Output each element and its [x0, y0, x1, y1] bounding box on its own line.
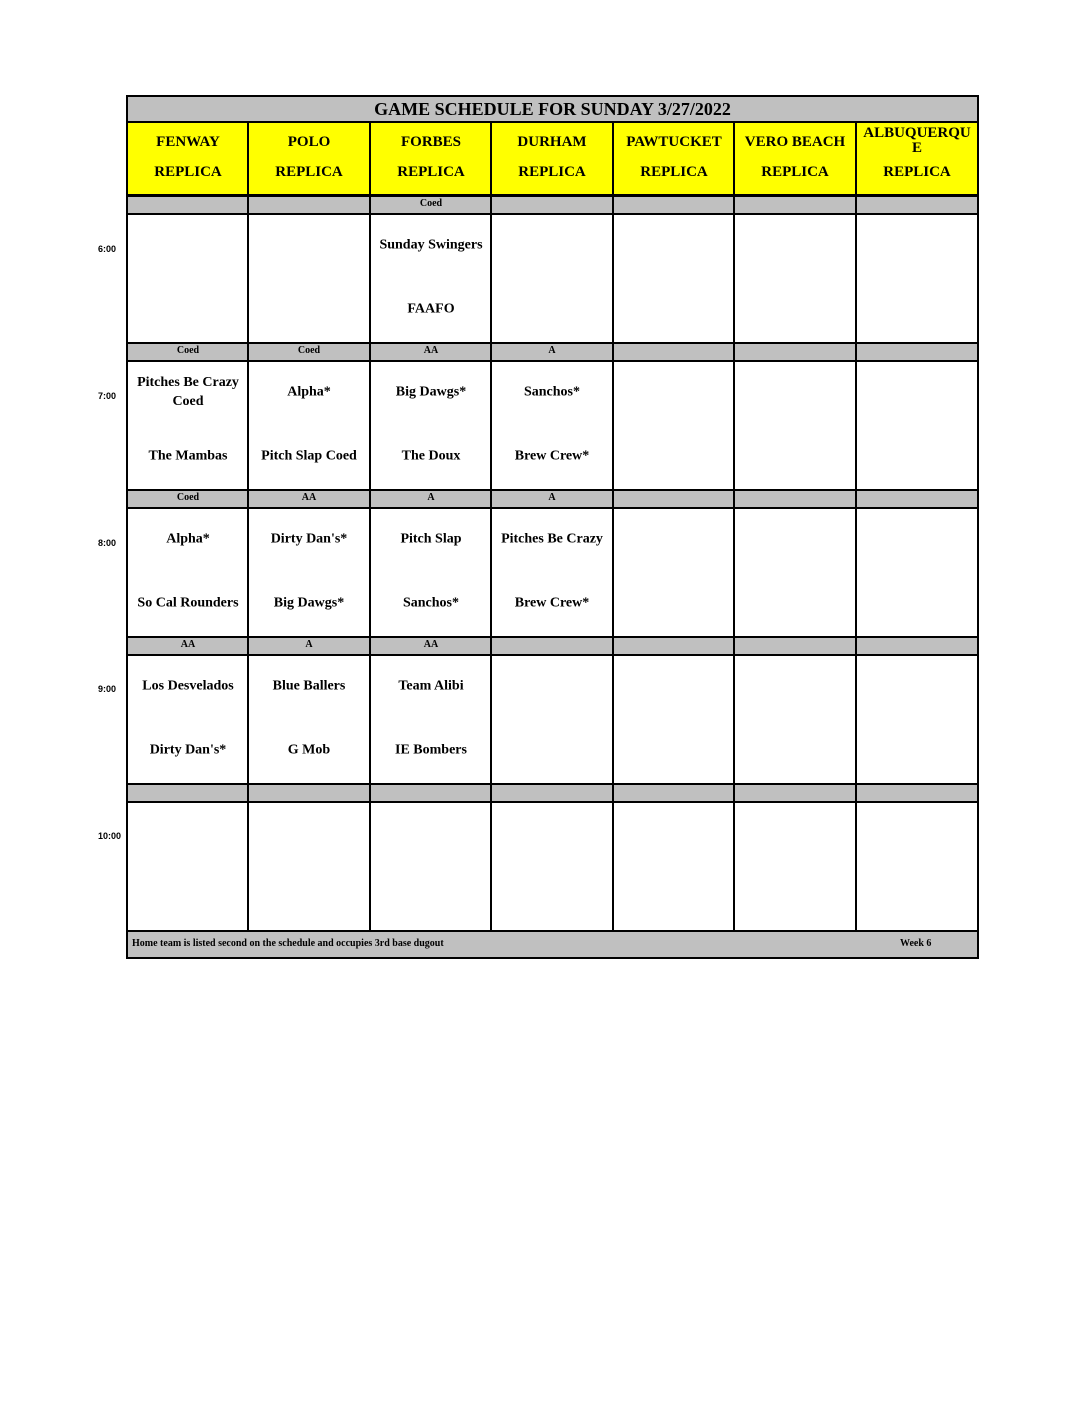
game-cell	[612, 801, 736, 932]
game-cell	[490, 507, 614, 638]
field-subtitle: REPLICA	[154, 164, 222, 180]
field-name: VERO BEACH	[744, 134, 846, 150]
division-label: Coed	[369, 195, 493, 215]
game-cell	[126, 507, 250, 638]
away-team: Big Dawgs*	[395, 384, 467, 400]
field-header	[247, 121, 371, 196]
time-label: 6:00	[98, 244, 117, 254]
game-cell	[855, 507, 979, 638]
game-cell	[733, 360, 857, 491]
game-cell	[733, 801, 857, 932]
away-team: Los Desvelados	[142, 678, 234, 694]
home-team: So Cal Rounders	[137, 595, 239, 611]
game-cell	[855, 213, 979, 344]
division-label: AA	[369, 636, 493, 656]
away-team: Dirty Dan's*	[270, 531, 348, 547]
field-header	[612, 121, 736, 196]
field-subtitle: REPLICA	[275, 164, 343, 180]
division-label: A	[490, 342, 614, 362]
game-cell	[855, 360, 979, 491]
division-label	[490, 783, 614, 803]
field-name: ALBUQUERQU E	[863, 125, 971, 156]
field-subtitle: REPLICA	[518, 164, 586, 180]
division-label	[855, 783, 979, 803]
time-label: 10:00	[98, 831, 122, 841]
division-label	[733, 195, 857, 215]
game-cell	[126, 213, 250, 344]
division-label	[126, 195, 250, 215]
division-label: Coed	[126, 489, 250, 509]
division-label: A	[247, 636, 371, 656]
away-team: Pitches Be Crazy Coed	[137, 375, 239, 409]
time-label: 9:00	[98, 684, 117, 694]
field-name: PAWTUCKET	[626, 134, 722, 150]
home-team: Pitch Slap Coed	[261, 448, 357, 464]
division-label: A	[369, 489, 493, 509]
away-team: Team Alibi	[398, 678, 464, 694]
game-cell	[733, 213, 857, 344]
game-cell	[247, 654, 371, 785]
division-label	[126, 783, 250, 803]
game-cell	[612, 654, 736, 785]
game-cell	[126, 654, 250, 785]
division-label	[612, 342, 736, 362]
away-team: Blue Ballers	[272, 678, 346, 694]
game-cell	[126, 801, 250, 932]
away-team: Pitch Slap	[400, 531, 462, 547]
division-label	[369, 783, 493, 803]
division-label	[490, 195, 614, 215]
field-subtitle: REPLICA	[397, 164, 465, 180]
field-header	[369, 121, 493, 196]
schedule-footer	[126, 929, 979, 959]
home-team: Brew Crew*	[514, 448, 590, 464]
field-header	[126, 121, 250, 196]
division-label: AA	[126, 636, 250, 656]
home-team: The Mambas	[148, 448, 228, 464]
time-label: 8:00	[98, 538, 117, 548]
division-label	[733, 783, 857, 803]
game-cell	[612, 213, 736, 344]
field-name: FORBES	[400, 134, 461, 150]
home-team: Sanchos*	[402, 595, 460, 611]
division-label	[612, 195, 736, 215]
field-name: FENWAY	[156, 134, 220, 150]
home-team: IE Bombers	[395, 742, 467, 758]
division-label	[612, 489, 736, 509]
home-team: Big Dawgs*	[273, 595, 345, 611]
game-cell	[733, 507, 857, 638]
home-team: FAAFO	[407, 301, 455, 317]
division-label: AA	[369, 342, 493, 362]
game-cell	[369, 213, 493, 344]
game-cell	[490, 213, 614, 344]
schedule-title: GAME SCHEDULE FOR SUNDAY 3/27/2022	[126, 95, 979, 123]
week-label: Week 6	[900, 938, 932, 949]
game-cell	[490, 654, 614, 785]
field-header	[855, 121, 979, 196]
division-label: Coed	[247, 342, 371, 362]
field-header	[490, 121, 614, 196]
game-cell	[612, 360, 736, 491]
division-label	[612, 783, 736, 803]
game-schedule-table	[126, 95, 979, 959]
field-subtitle: REPLICA	[883, 164, 951, 180]
game-cell	[612, 507, 736, 638]
game-cell	[490, 360, 614, 491]
game-cell	[126, 360, 250, 491]
away-team: Sunday Swingers	[379, 237, 483, 253]
division-label: AA	[247, 489, 371, 509]
game-cell	[490, 801, 614, 932]
away-team: Alpha*	[287, 384, 331, 400]
time-label: 7:00	[98, 391, 117, 401]
division-label: Coed	[126, 342, 250, 362]
game-cell	[247, 213, 371, 344]
division-label	[247, 783, 371, 803]
home-team: The Doux	[401, 448, 461, 464]
field-subtitle: REPLICA	[640, 164, 708, 180]
field-name: POLO	[287, 134, 331, 150]
game-cell	[855, 801, 979, 932]
game-cell	[247, 507, 371, 638]
home-team: Brew Crew*	[514, 595, 590, 611]
division-label	[247, 195, 371, 215]
division-label	[733, 342, 857, 362]
home-team: Dirty Dan's*	[149, 742, 227, 758]
division-label	[490, 636, 614, 656]
game-cell	[369, 360, 493, 491]
game-cell	[247, 801, 371, 932]
game-cell	[855, 654, 979, 785]
division-label	[733, 489, 857, 509]
division-label	[855, 636, 979, 656]
field-subtitle: REPLICA	[761, 164, 829, 180]
game-cell	[369, 801, 493, 932]
game-cell	[369, 654, 493, 785]
away-team: Alpha*	[166, 531, 210, 547]
division-label	[612, 636, 736, 656]
field-header	[733, 121, 857, 196]
home-team-note: Home team is listed second on the schedule and occupies 3rd base dugout	[132, 938, 444, 949]
division-label	[855, 342, 979, 362]
division-label	[733, 636, 857, 656]
game-cell	[733, 654, 857, 785]
field-name: DURHAM	[517, 134, 587, 150]
away-team: Sanchos*	[523, 384, 581, 400]
home-team: G Mob	[287, 742, 331, 758]
game-cell	[369, 507, 493, 638]
division-label	[855, 489, 979, 509]
game-cell	[247, 360, 371, 491]
division-label: A	[490, 489, 614, 509]
division-label	[855, 195, 979, 215]
away-team: Pitches Be Crazy	[501, 531, 603, 547]
